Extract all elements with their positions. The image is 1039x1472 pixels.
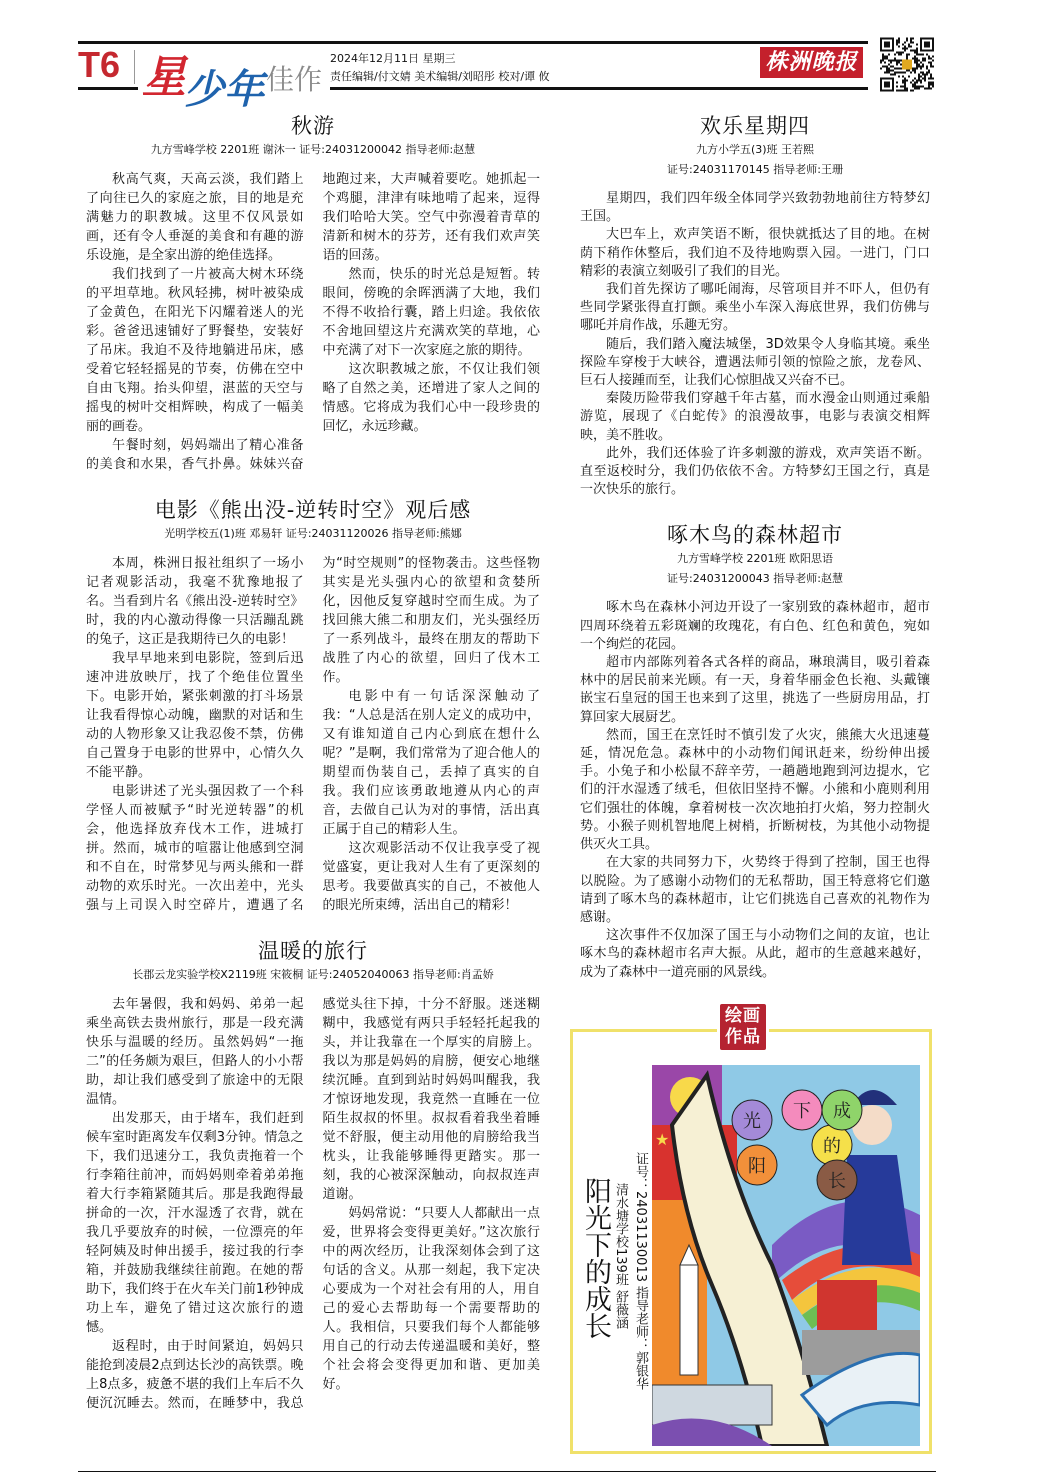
article-paragraph: 大巴车上，欢声笑语不断，很快就抵达了目的地。在树荫下稍作休整后，我们迫不及待地购票入园。一进门，门口精彩的表演立刻吸引了我们的目光。 [580, 227, 930, 279]
article-paragraph: 秦陵历险带我们穿越千年古墓，而水漫金山则通过乘船游览，展现了《白蛇传》的浪漫故事，电影与表演交相辉映，美不胜收。 [580, 391, 930, 443]
article-byline: 九方小学五(3)班 王若熙 [695, 143, 815, 156]
article-paragraph: 星期四，我们四年级全体同学兴致勃勃地前往方特梦幻王国。 [580, 191, 930, 225]
header-bottom-rule-right [330, 87, 868, 90]
painting-balloon-text: 光 [743, 1110, 761, 1132]
article-byline: 九方雪峰学校 2201班 欧阳思语 [677, 552, 833, 566]
article-paragraph: 这次观影活动不仅让我享受了视觉盛宴，更让我对人生有了更深刻的思考。我要做真实的自己，不被他人的眼光所束缚，活出自己的精彩！ [322, 841, 540, 913]
article-paragraph: 我们找到了一片被高大树木环绕的平坦草地。秋风轻拂，树叶被染成了金黄色，在阳光下闪耀着迷人的光彩。爸爸迅速铺好了野餐垫，安装好了吊床。我迫不及待地躺进吊床，感受着它轻轻摇晃的节奏，仿佛在空中自由飞翔。抬头仰望，湛蓝的天空与摇曳的树叶交相辉映，构成了一幅美丽的画卷。 [86, 267, 304, 434]
artwork-panel [570, 1004, 932, 1459]
article-paragraph: 电影讲述了光头强因救了一个科学怪人而被赋予“时光逆转器”的机会，他选择放弃伐木工作，进城打拼。然而，城市的喧嚣让他感到空洞和不自在，时常梦见与两头熊和一群动物的欢乐时光。一次出差中，光头强与上司误入时空碎片，遭遇了名为“时空规则”的怪物袭击。这些怪物其实是光头强内心的欲望和贪婪所化，因他反复穿越时空而生成。为了找回熊大熊二和朋友们，光头强经历了一系列战斗，最终在朋友的帮助下战胜了内心的欲望，回归了伐木工作。 [86, 556, 540, 913]
article-paragraph: 然而，国王在烹饪时不慎引发了火灾，熊熊大火迅速蔓延，情况危急。森林中的小动物们闻讯赶来，纷纷伸出援手。小兔子和小松鼠不辞辛劳，一趟趟地跑到河边提水，它们的汗水湿透了绒毛，但依旧坚持不懈。小熊和小鹿则利用它们强壮的体魄，拿着树枝一次次地拍打火焰，努力控制火势。小猴子则机智地爬上树梢，折断树枝，为其他小动物提供灭火工具。 [580, 727, 930, 853]
article-paragraph: 本周，株洲日报社组织了一场小记者观影活动，我毫不犹豫地报了名。当看到片名《熊出没-逆转时空》时，我的内心激动得像一只活蹦乱跳的兔子，这正是我期待已久的电影！ [86, 556, 304, 647]
article-body [86, 554, 540, 915]
article-byline: 证号:24031170145 指导老师:王珊 [667, 163, 843, 176]
painting-balloon-text: 下 [793, 1100, 811, 1122]
article-paragraph: 妈妈常说：“只要人人都献出一点爱，世界将会变得更美好。”这次旅行中的两次经历，让我深刻体会到了这句话的含义。从那一刻起，我下定决心要成为一个对社会有用的人，用自己的爱心去帮助每一个需要帮助的人。我相信，只要我们每个人都能够用自己的行动去传递温暖和美好，整个社会将会变得更加和谐、更加美好。 [322, 1206, 540, 1392]
painting-rocket [680, 1265, 698, 1375]
article-title: 秋游 [291, 114, 335, 138]
issue-date: 2024年12月11日 星期三 [330, 52, 456, 65]
painting-balloon-text: 阳 [748, 1155, 766, 1177]
article [86, 937, 540, 1413]
painting-flag-star: ★ [655, 1129, 670, 1149]
article-title: 啄木鸟的森林超市 [667, 523, 843, 548]
article-paragraph: 电影中有一句话深深触动了我：“人总是活在别人定义的成功中，又有谁知道自己内心到底在想什么呢？”是啊，我们常常为了迎合他人的期望而伪装自己，丢掉了真实的自我。我们应该勇敢地遵从内心的声音，去做自己认为对的事情，活出真正属于自己的精彩人生。 [322, 689, 540, 837]
article-paragraph: 秋高气爽，天高云淡，我们踏上了向往已久的家庭之旅，目的地是充满魅力的职教城。这里不仅风景如画，还有令人垂涎的美食和有趣的游乐设施，是全家出游的绝佳选择。 [86, 172, 304, 263]
artwork-badge-line: 绘画 [725, 1005, 761, 1026]
editor-credits: 责任编辑/付文婧 美术编辑/刘昭彤 校对/谭 攸 [330, 70, 550, 83]
article-paragraph: 我早早地来到电影院，签到后迅速冲进放映厅，找了个绝佳位置坐下。电影开始，紧张刺激的打斗场景让我看得惊心动魄，幽默的对话和生动的人物形象又让我忍俊不禁，仿佛自己置身于电影的世界中，心情久久不能平静。 [86, 651, 304, 780]
column-logo-works: 佳作 [266, 63, 323, 96]
article [86, 112, 540, 474]
painting-balloon-text: 成 [833, 1100, 851, 1122]
article-title: 欢乐星期四 [700, 114, 810, 138]
article-body [86, 170, 540, 474]
painting-balloon-text: 的 [823, 1135, 841, 1157]
article-paragraph: 随后，我们踏入魔法城堡，3D效果令人身临其境。乘坐探险车穿梭于大峡谷，遭遇法师引领的惊险之旅，龙卷风、巨石人接踵而至，让我们心惊胆战又兴奋不已。 [580, 336, 930, 389]
column-logo-youth: 少年 [184, 67, 264, 113]
painting-gate-tower [817, 1280, 877, 1330]
newspaper-masthead: 株洲晚报 [760, 47, 863, 78]
article-paragraph: 超市内部陈列着各式各样的商品，琳琅满目，吸引着森林中的居民前来光顾。有一天，身着华丽金色长袍、头戴镶嵌宝石皇冠的国王也来到了这里，挑选了一些厨房用品，打算回家大展厨艺。 [580, 655, 930, 725]
article-byline: 光明学校五(1)班 邓易轩 证号:24031120026 指导老师:熊娜 [164, 527, 462, 540]
article-paragraph: 这次事件不仅加深了国王与小动物们之间的友谊，也让啄木鸟的森林超市名声大振。从此，超市的生意越来越好，成为了森林中一道亮丽的风景线。 [580, 928, 930, 980]
article-byline: 九方雪峰学校 2201班 谢沐一 证号:24031200042 指导老师:赵慧 [150, 143, 476, 156]
header-divider [134, 50, 135, 84]
article-title: 温暖的旅行 [258, 939, 368, 963]
header-bottom-rule-left [78, 87, 138, 90]
artwork-certificate: 证号：24031130013 指导老师：郭银华 [633, 1151, 648, 1390]
artwork-title: 阳光下的成长 [580, 1176, 611, 1339]
article-paragraph: 去年暑假，我和妈妈、弟弟一起乘坐高铁去贵州旅行，那是一段充满快乐与温暖的经历。虽然妈妈“一拖二”的任务颇为艰巨，但路人的小小帮助，却让我们感受到了旅途中的无限温情。 [86, 997, 304, 1107]
article-paragraph: 返程时，由于时间紧迫，妈妈只能抢到凌晨2点到达长沙的高铁票。晚上8点多，疲惫不堪的我们上车后不久便沉沉睡去。然而，在睡梦中，我总感觉头往下掉，十分不舒服。迷迷糊糊中，我感觉有两只手轻轻托起我的头，并让我靠在一个厚实的肩膀上。我以为那是妈妈的肩膀，便安心地继续沉睡。直到到站时妈妈叫醒我，我才惊讶地发现，我竟然一直睡在一位陌生叔叔的怀里。叔叔看着我坐着睡觉不舒服，便主动用他的肩膀给我当枕头，让我能够睡得更踏实。那一刻，我的心被深深触动，向叔叔连声道谢。 [86, 997, 540, 1411]
column-logo-star: 星 [142, 52, 186, 103]
column-logo [142, 36, 323, 113]
article-paragraph: 啄木鸟在森林小河边开设了一家别致的森林超市，超市四周环绕着五彩斑斓的玫瑰花，有白色、红色和黄色，宛如一个绚烂的花园。 [580, 600, 930, 652]
article-paragraph: 这次职教城之旅，不仅让我们领略了自然之美，还增进了家人之间的情感。它将成为我们心中一段珍贵的回忆，永远珍藏。 [322, 362, 540, 434]
article-paragraph: 我们首先探访了哪吒闹海，尽管项目并不吓人，但仍有些同学紧张得直打颤。乘坐小车深入海底世界，我们仿佛与哪吒并肩作战，乐趣无穷。 [580, 282, 930, 334]
qr-code-icon[interactable] [880, 37, 934, 92]
artwork-badge-line: 作品 [725, 1026, 761, 1047]
article [580, 112, 930, 499]
article-title: 电影《熊出没-逆转时空》观后感 [154, 498, 472, 522]
right-column [580, 112, 930, 1459]
article-body [580, 599, 930, 981]
article-body [86, 995, 540, 1413]
artwork-author: 清水塘学校139班 舒薇涵 [613, 1182, 628, 1329]
article-paragraph: 出发那天，由于堵车，我们赶到候车室时距离发车仅剩3分钟。情急之下，我们迅速分工，我负责拖着一个行李箱往前冲，而妈妈则牵着弟弟拖着大行李箱紧随其后。那是我跑得最拼命的一次，汗水湿透了衣背，就在我几乎要放弃的时候，一位漂亮的年轻阿姨及时伸出援手，接过我的行李箱，并鼓励我继续往前跑。在她的帮助下，我们终于在火车关门前1秒钟成功上车，避免了错过这次旅行的遗憾。 [86, 1111, 304, 1335]
article-byline: 长郡云龙实验学校X2119班 宋筱桐 证号:24052040063 指导老师:肖孟娇 [132, 968, 494, 981]
page-number: T6 [78, 44, 121, 85]
page-content [78, 112, 936, 1472]
article-paragraph: 然而，快乐的时光总是短暂。转眼间，傍晚的余晖洒满了大地，我们不得不收拾行囊，踏上归途。我依依不舍地回望这片充满欢笑的草地，心中充满了对下一次家庭之旅的期待。 [322, 267, 540, 358]
article-paragraph: 在大家的共同努力下，火势终于得到了控制，国王也得以脱险。为了感谢小动物们的无私帮助，国王特意将它们邀请到了啄木鸟的森林超市，让它们挑选自己喜欢的礼物作为感谢。 [580, 855, 930, 925]
article-paragraph: 午餐时刻，妈妈端出了精心准备的美食和水果，香气扑鼻。妹妹兴奋地跑过来，大声喊着要吃。她抓起一个鸡腿，津津有味地啃了起来，逗得我们哈哈大笑。空气中弥漫着青草的清新和树木的芬芳，还有我们欢声笑语的回荡。 [86, 172, 540, 472]
article [580, 521, 930, 981]
article-byline: 证号:24031200043 指导老师:赵慧 [667, 572, 843, 586]
artwork-painting [652, 1065, 920, 1446]
artwork-badge [720, 1004, 766, 1050]
article-paragraph: 此外，我们还体验了许多刺激的游戏，欢声笑语不断。直至返校时分，我们仍依依不舍。方特梦幻王国之行，真是一次快乐的旅行。 [580, 445, 930, 498]
left-column [86, 112, 540, 1435]
painting-train [652, 1385, 772, 1425]
article-body [580, 190, 930, 499]
article [86, 496, 540, 915]
painting-balloon-text: 长 [828, 1170, 846, 1192]
